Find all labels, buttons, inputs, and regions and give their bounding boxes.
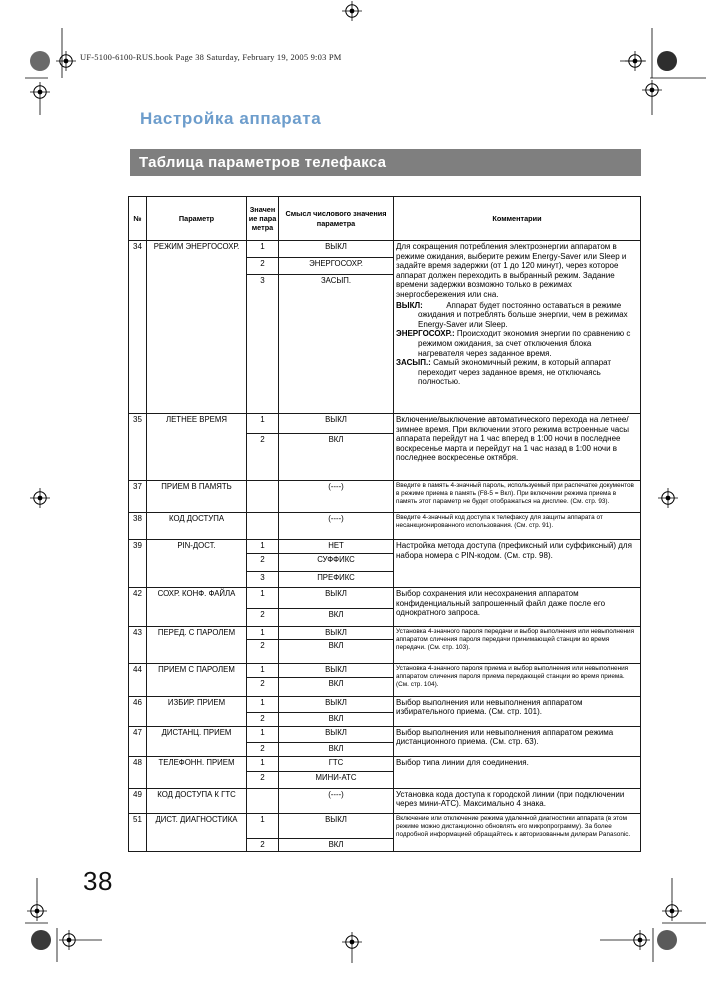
param-number-cell: 35 [129,414,147,481]
comment-cell: Настройка метода доступа (префиксный или суффиксный) для набора номера с PIN-кодом. (См. стр. 98). [394,540,641,588]
registration-mark-icon [630,930,650,950]
value-label-cell: (----) [279,788,394,813]
section-banner [130,149,641,176]
value-number-cell: 1 [247,756,279,771]
table-row [129,241,641,258]
comment-cell: Установка 4-значного пароля приема и выбор выполнения или невыполнения аппаратом сличения пароля приема передающей станции во время приема. (См. стр. 104). [394,663,641,696]
param-name-cell: ПРИЕМ С ПАРОЛЕМ [147,663,247,696]
registration-mark-icon [27,901,47,921]
parameters-table-body [129,241,641,852]
value-number-cell: 2 [247,742,279,756]
param-name-cell: ЛЕТНЕЕ ВРЕМЯ [147,414,247,481]
value-number-cell: 1 [247,588,279,609]
param-number-cell: 51 [129,813,147,851]
value-label-cell: ВЫКЛ [279,696,394,712]
comment-cell: Установка кода доступа к городской линии (при подключении через мини-АТС). Максимально 4 знака. [394,788,641,813]
comment-cell [394,241,641,414]
value-label-cell: ВКЛ [279,639,394,663]
value-number-cell: 3 [247,572,279,588]
param-name-cell: PIN-ДОСТ. [147,540,247,588]
param-number-cell: 42 [129,588,147,627]
value-label-cell: ВЫКЛ [279,588,394,609]
value-label-cell: ВКЛ [279,677,394,696]
registration-mark-icon [342,1,362,21]
param-name-cell: СОХР. КОНФ. ФАЙЛА [147,588,247,627]
value-number-cell [247,513,279,540]
value-number-cell: 1 [247,663,279,677]
value-label-cell: НЕТ [279,540,394,554]
ink-dot-icon [31,930,51,950]
value-label-cell: ЗАСЫП. [279,275,394,414]
definition-term: ВЫКЛ: [396,300,423,310]
registration-mark-icon [30,488,50,508]
page-title: Настройка аппарата [140,109,322,128]
value-number-cell: 1 [247,414,279,434]
registration-mark-icon [56,51,76,71]
table-row [129,627,641,640]
parameters-table-head [129,197,641,241]
param-name-cell: ДИСТ. ДИАГНОСТИКА [147,813,247,851]
value-number-cell: 2 [247,712,279,726]
value-label-cell: ЭНЕРГОСОХР. [279,258,394,275]
value-label-cell: ВЫКЛ [279,414,394,434]
value-number-cell: 2 [247,639,279,663]
value-number-cell: 2 [247,838,279,851]
value-number-cell: 2 [247,677,279,696]
page-number: 38 [83,866,113,896]
value-label-cell: ВЫКЛ [279,627,394,640]
param-name-cell: ТЕЛЕФОНН. ПРИЕМ [147,756,247,788]
comment-definition: ЭНЕРГОСОХР.: Происходит экономия энергии по сравнению с режимом ожидания, за счет отключения блока нагревателя через заданное время. [396,329,631,358]
header-cell-comments: Комментарии [394,197,641,241]
comment-cell: Выбор выполнения или невыполнения аппаратом избирательного приема. (См. стр. 101). [394,696,641,726]
param-name-cell: ДИСТАНЦ. ПРИЕМ [147,726,247,756]
value-label-cell: СУФФИКС [279,554,394,572]
registration-mark-icon [59,930,79,950]
ink-dot-icon [657,930,677,950]
header-cell-num: № [129,197,147,241]
registration-mark-icon [30,82,50,102]
value-label-cell: ВЫКЛ [279,813,394,838]
value-number-cell: 1 [247,696,279,712]
registration-mark-icon [662,901,682,921]
value-label-cell: ВКЛ [279,742,394,756]
comment-definition: ВЫКЛ: Аппарат будет постоянно оставаться в режиме ожидания и потреблять больше энергии, чем в режимах Energy-Saver или Sleep. [396,300,628,329]
value-number-cell: 2 [247,554,279,572]
value-label-cell: ВКЛ [279,712,394,726]
value-number-cell: 3 [247,275,279,414]
value-number-cell: 1 [247,726,279,742]
ink-dot-icon [30,51,50,71]
value-number-cell: 2 [247,258,279,275]
comment-cell: Включение/выключение автоматического перехода на летнее/зимнее время. При включении этого режима встроенные часы аппарата перейдут на 1 час вперед в 1:00 ночи в последнее воскресенье марта и перейдут на 1 час назад в 1:00 ночи в последнее воскресенье октября. [394,414,641,481]
definition-term: ЗАСЫП.: [396,358,431,368]
table-row [129,726,641,742]
value-number-cell: 1 [247,627,279,640]
table-row [129,588,641,609]
comment-cell: Введите 4-значный код доступа к телефаксу для защиты аппарата от несанкционированного использования. (См. стр. 91). [394,513,641,540]
table-header-row [129,197,641,241]
param-name-cell: ИЗБИР. ПРИЕМ [147,696,247,726]
value-number-cell: 1 [247,813,279,838]
param-name-cell: ПЕРЕД. С ПАРОЛЕМ [147,627,247,664]
value-label-cell: МИНИ-АТС [279,771,394,788]
table-row [129,414,641,434]
table-row [129,540,641,554]
comment-definition: ЗАСЫП.: Самый экономичный режим, в который аппарат переходит через заданное время, не отключаясь полностью. [396,358,612,387]
parameters-table [128,196,641,852]
comment-cell: Выбор сохранения или несохранения аппаратом конфиденциальный запрошенный файл даже после его однократного запроса. [394,588,641,627]
registration-mark-icon [625,51,645,71]
value-label-cell: (----) [279,481,394,513]
section-banner-label: Таблица параметров телефакса [139,154,387,171]
value-number-cell: 2 [247,434,279,481]
param-number-cell: 38 [129,513,147,540]
value-label-cell: ВКЛ [279,434,394,481]
param-number-cell: 43 [129,627,147,664]
comment-cell: Установка 4-значного пароля передачи и выбор выполнения или невыполнения аппаратом сличения пароля передачи принимающей станции во время передачи. (См. стр. 103). [394,627,641,664]
param-number-cell: 37 [129,481,147,513]
value-label-cell: (----) [279,513,394,540]
table-row [129,696,641,712]
value-label-cell: ГТС [279,756,394,771]
value-label-cell: ПРЕФИКС [279,572,394,588]
header-cell-param: Параметр [147,197,247,241]
value-number-cell: 1 [247,540,279,554]
header-cell-value: Значение параметра [247,197,279,241]
value-label-cell: ВКЛ [279,838,394,851]
value-number-cell: 1 [247,241,279,258]
param-name-cell: КОД ДОСТУПА К ГТС [147,788,247,813]
value-label-cell: ВЫКЛ [279,663,394,677]
registration-mark-icon [342,932,362,952]
param-number-cell: 48 [129,756,147,788]
comment-cell: Выбор выполнения или невыполнения аппаратом режима дистанционного приема. (См. стр. 63). [394,726,641,756]
param-number-cell: 39 [129,540,147,588]
param-number-cell: 47 [129,726,147,756]
param-name-cell: КОД ДОСТУПА [147,513,247,540]
header-cell-meaning: Смысл числового значения параметра [279,197,394,241]
comment-text: Для сокращения потребления электроэнергии аппаратом в режиме ожидания, выберите режим Energy-Saver или Sleep и задайте время задержки (от 1 до 120 минут), через которое аппарат должен переходить в выбранный режим. Задание времени задержки возможно только в режимах энергосбережения или сна. [396,242,627,299]
table-row [129,788,641,813]
table-row [129,663,641,677]
param-number-cell: 46 [129,696,147,726]
value-label-cell: ВЫКЛ [279,241,394,258]
param-number-cell: 49 [129,788,147,813]
comment-cell: Введите в память 4-значный пароль, используемый при распечатке документов в режиме приема в память (F8-5 = Вкл). При включении режима приема в память этот параметр не будет отображаться на дисплее. (См. стр. 93). [394,481,641,513]
registration-mark-icon [642,80,662,100]
definition-term: ЭНЕРГОСОХР.: [396,329,455,339]
value-number-cell [247,481,279,513]
ink-dot-icon [657,51,677,71]
table-row [129,756,641,771]
value-label-cell: ВЫКЛ [279,726,394,742]
comment-cell: Выбор типа линии для соединения. [394,756,641,788]
value-number-cell: 2 [247,771,279,788]
print-header-line: UF-5100-6100-RUS.book Page 38 Saturday, February 19, 2005 9:03 PM [80,52,342,62]
param-name-cell: РЕЖИМ ЭНЕРГОСОХР. [147,241,247,414]
comment-cell: Включение или отключение режима удаленной диагностики аппарата (в этом режиме можно дистанционно обновлять его микропрограмму). За более подробной информацией обращайтесь к авторизованным дилерам Panasonic. [394,813,641,851]
value-number-cell [247,788,279,813]
param-number-cell: 44 [129,663,147,696]
table-row [129,813,641,838]
registration-mark-icon [658,488,678,508]
table-row [129,513,641,540]
value-number-cell: 2 [247,609,279,627]
table-row [129,481,641,513]
param-name-cell: ПРИЕМ В ПАМЯТЬ [147,481,247,513]
value-label-cell: ВКЛ [279,609,394,627]
param-number-cell: 34 [129,241,147,414]
